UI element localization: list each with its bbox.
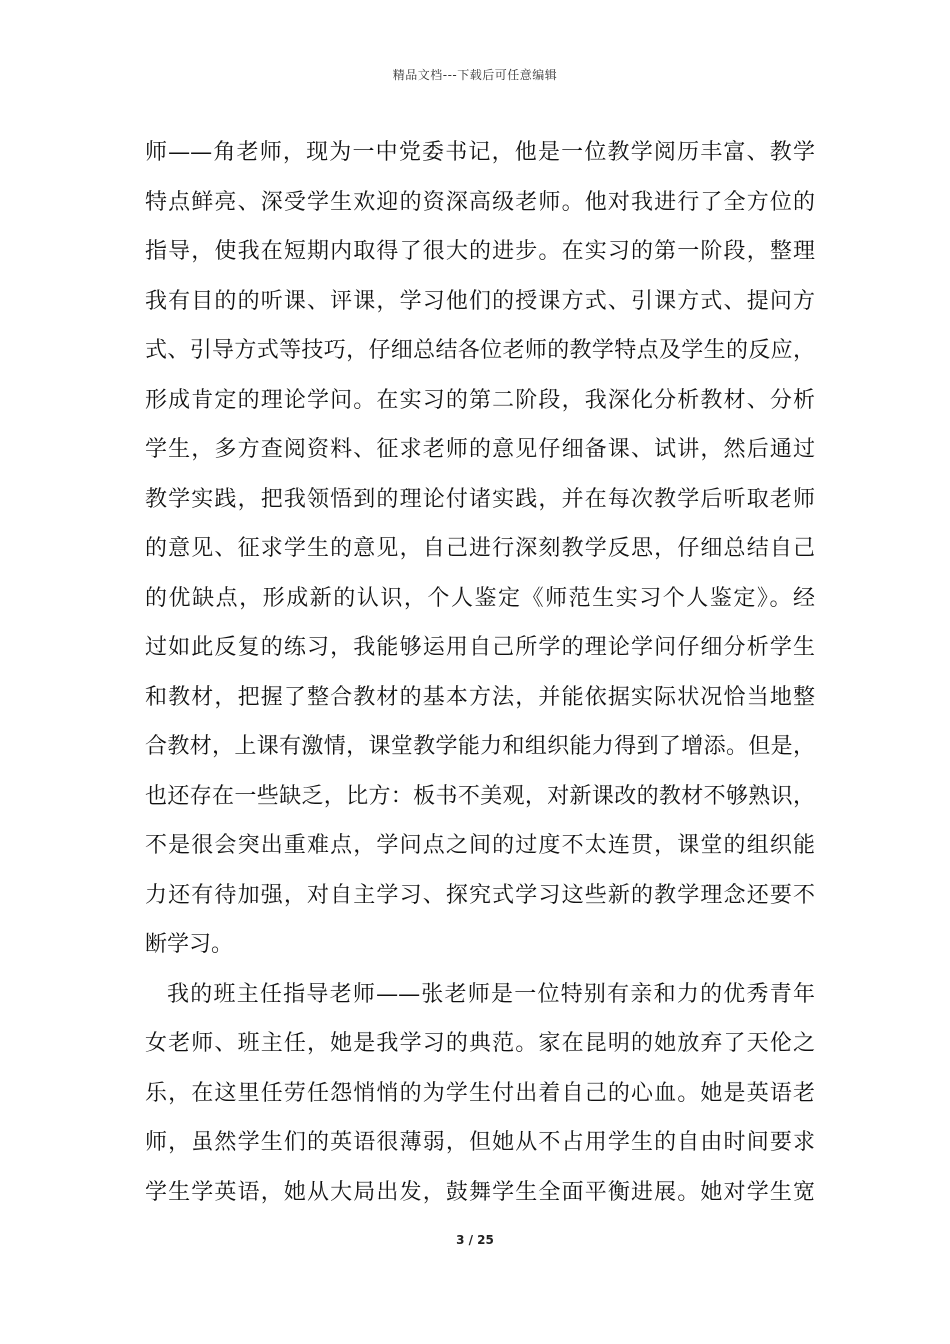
text-line: 式、引导方式等技巧，仔细总结各位老师的教学特点及学生的反应，: [145, 338, 815, 363]
paragraph-2: [145, 970, 815, 1218]
text-line: 女老师、班主任，她是我学习的典范。家在昆明的她放弃了天伦之: [145, 1031, 815, 1056]
text-line: 合教材，上课有激情，课堂教学能力和组织能力得到了增添。但是，: [145, 734, 815, 759]
page-number: 3 / 25: [456, 1233, 494, 1247]
text-line: 和教材，把握了整合教材的基本方法，并能依据实际状况恰当地整: [145, 684, 815, 710]
text-line: 指导，使我在短期内取得了很大的进步。在实习的第一阶段，整理: [145, 239, 815, 264]
text-line: 力还有待加强，对自主学习、探究式学习这些新的教学理念还要不: [145, 882, 815, 908]
text-line: 师，虽然学生们的英语很薄弱，但她从不占用学生的自由时间要求: [145, 1130, 815, 1155]
page-header: 精品文档---下载后可任意编辑: [392, 68, 558, 82]
text-line: 特点鲜亮、深受学生欢迎的资深高级老师。他对我进行了全方位的: [145, 189, 815, 215]
text-line: 也还存在一些缺乏，比方：板书不美观，对新课改的教材不够熟识，: [145, 783, 815, 809]
text-line: 师——角老师，现为一中党委书记，他是一位教学阅历丰富、教学: [145, 140, 815, 165]
text-line: 学生，多方查阅资料、征求老师的意见仔细备课、试讲，然后通过: [145, 437, 815, 462]
text-line: 教学实践，把我领悟到的理论付诸实践，并在每次教学后听取老师: [145, 486, 815, 512]
text-line: 断学习。: [145, 932, 234, 957]
text-line: 不是很会突出重难点，学问点之间的过度不太连贯，课堂的组织能: [145, 833, 815, 858]
text-line: 我有目的的听课、评课，学习他们的授课方式、引课方式、提问方: [145, 288, 815, 314]
document-body: [145, 128, 815, 1217]
text-line: 学生学英语，她从大局出发，鼓舞学生全面平衡进展。她对学生宽: [145, 1179, 815, 1205]
paragraph-1: [145, 128, 815, 970]
text-line: 乐，在这里任劳任怨悄悄的为学生付出着自己的心血。她是英语老: [145, 1080, 815, 1106]
text-line: 的意见、征求学生的意见，自己进行深刻教学反思，仔细总结自己: [145, 536, 815, 561]
text-line: 的优缺点，形成新的认识，个人鉴定《师范生实习个人鉴定》。经: [145, 585, 815, 611]
text-line: 我的班主任指导老师——张老师是一位特别有亲和力的优秀青年: [167, 981, 815, 1007]
text-line: 形成肯定的理论学问。在实习的第二阶段，我深化分析教材、分析: [145, 387, 815, 413]
text-line: 过如此反复的练习，我能够运用自己所学的理论学问仔细分析学生: [145, 635, 815, 660]
